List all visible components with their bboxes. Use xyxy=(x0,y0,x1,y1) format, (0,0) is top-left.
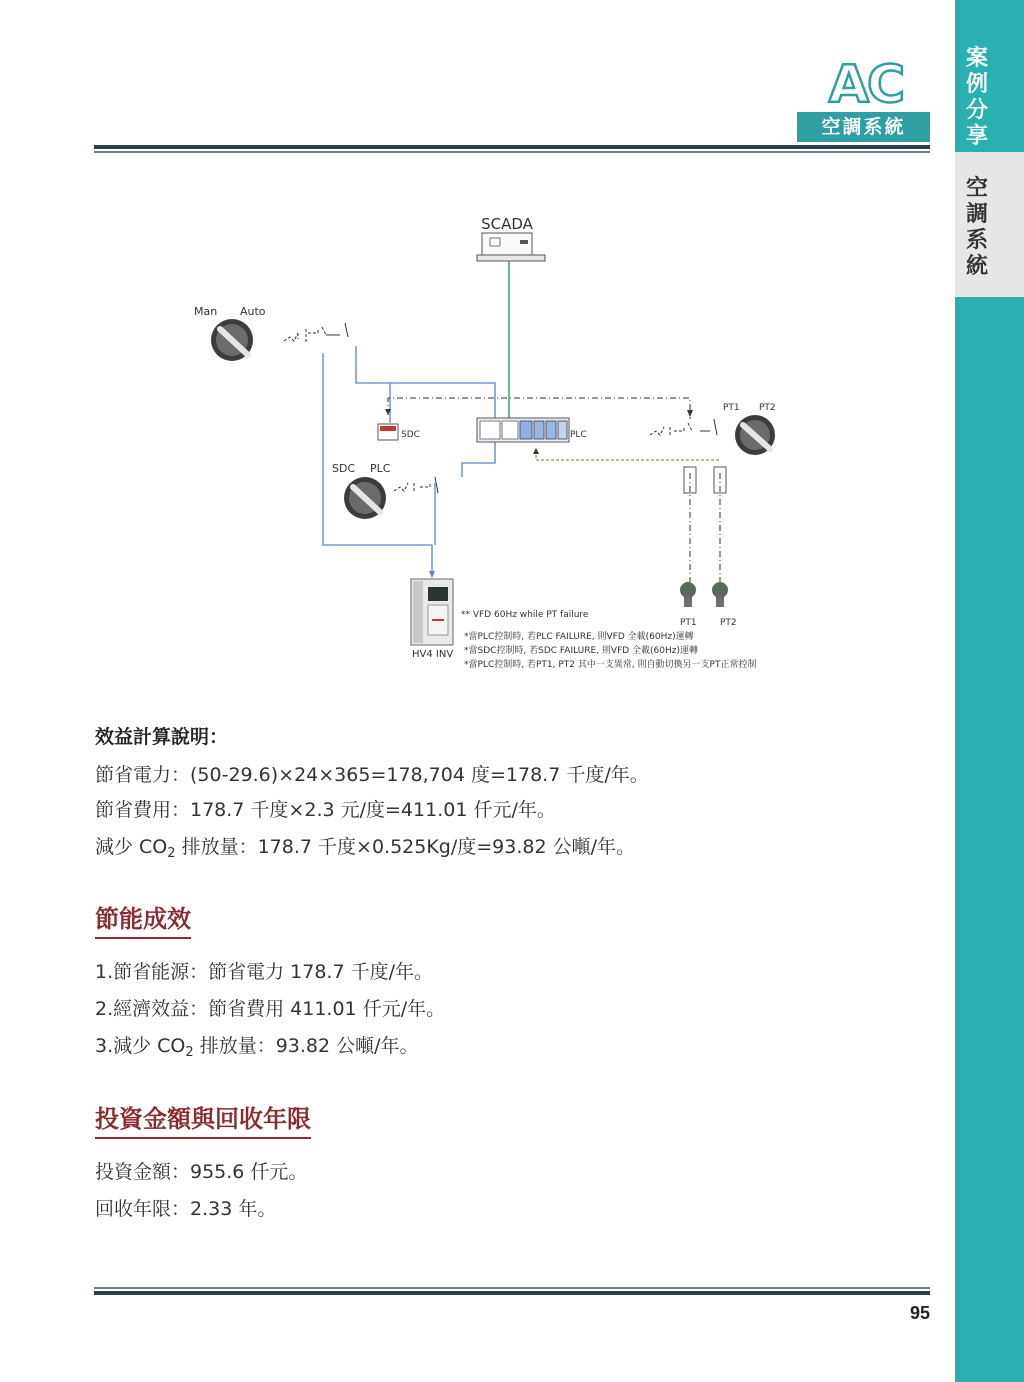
diagram-note-3: *當PLC控制時, 若PT1, PT2 其中一支異常, 則自動切換另一支PT正常控制 xyxy=(464,660,757,670)
pt1-sensor-label: PT1 xyxy=(680,618,697,628)
side-char: 空 xyxy=(965,176,988,201)
calc-line-power: 節省電力：(50-29.6)×24×365=178,704 度=178.7 千度/年。 xyxy=(95,764,649,786)
header-rule xyxy=(94,145,930,153)
inverter-label: HV4 INV xyxy=(412,649,454,660)
side-char: 分 xyxy=(965,98,988,123)
co2-subscript: 2 xyxy=(167,846,176,861)
man-auto-selector-switch-icon xyxy=(211,319,253,361)
feedback-line xyxy=(388,398,690,419)
side-tab-ac-label xyxy=(962,176,992,280)
control-diagram xyxy=(180,205,840,685)
result-item-economy: 2.經濟效益：節省費用 411.01 仟元/年。 xyxy=(95,998,446,1020)
sdc-label: SDC xyxy=(401,430,420,440)
co2-prefix: 3.減少 CO xyxy=(95,1035,186,1057)
plc-switch-label: PLC xyxy=(370,462,391,475)
footer-rule xyxy=(94,1287,930,1295)
pt-signal-line xyxy=(536,450,720,460)
page-number: 95 xyxy=(909,1303,930,1323)
result-item-energy: 1.節省能源：節省電力 178.7 千度/年。 xyxy=(95,961,434,983)
header-band-label: 空調系統 xyxy=(797,112,930,142)
side-tab-case-label xyxy=(962,46,992,150)
sdc-plc-selector-switch-icon xyxy=(344,477,386,519)
calc-line-co2 xyxy=(95,832,635,861)
payback-period: 回收年限：2.33 年。 xyxy=(95,1198,277,1220)
side-char: 統 xyxy=(965,254,988,279)
section-title-investment: 投資金額與回收年限 xyxy=(95,1099,311,1139)
co2-suffix: 排放量：178.7 千度×0.525Kg/度=93.82 公噸/年。 xyxy=(175,836,636,858)
result-item-co2 xyxy=(95,1031,419,1060)
side-char: 案 xyxy=(965,46,988,71)
side-char: 例 xyxy=(965,72,988,97)
plc-label: PLC xyxy=(570,430,587,440)
plc-rack-icon xyxy=(477,418,569,442)
sdc-controller-icon xyxy=(378,424,398,440)
side-char: 系 xyxy=(965,228,988,253)
pt1-transmitter-icon xyxy=(680,582,696,607)
pt2-switch-label: PT2 xyxy=(759,403,776,413)
investment-amount: 投資金額：955.6 仟元。 xyxy=(95,1161,308,1183)
calc-line-cost: 節省費用：178.7 千度×2.3 元/度=411.01 仟元/年。 xyxy=(95,799,556,821)
diagram-note-failure: ** VFD 60Hz while PT failure xyxy=(461,610,589,620)
scada-label: SCADA xyxy=(481,215,533,233)
calc-title: 效益計算說明： xyxy=(95,726,229,748)
man-label: Man xyxy=(194,305,218,318)
side-char: 調 xyxy=(965,202,988,227)
vfd-inverter-icon xyxy=(411,579,453,645)
pt2-transmitter-icon xyxy=(712,582,728,607)
co2-suffix: 排放量：93.82 公噸/年。 xyxy=(193,1035,419,1057)
diagram-note-1: *當PLC控制時, 若PLC FAILURE, 則VFD 全載(60Hz)運轉 xyxy=(464,632,694,642)
pt1-switch-label: PT1 xyxy=(723,403,740,413)
scada-computer-icon xyxy=(477,233,545,261)
co2-subscript: 2 xyxy=(185,1045,194,1060)
co2-prefix: 減少 CO xyxy=(95,836,168,858)
auto-label: Auto xyxy=(240,305,266,318)
ac-logo-text: AC xyxy=(828,58,904,110)
ac-logo xyxy=(806,58,926,110)
section-title-results: 節能成效 xyxy=(95,899,191,939)
pt2-sensor-label: PT2 xyxy=(720,618,737,628)
control-wiring xyxy=(323,346,495,575)
diagram-note-2: *當SDC控制時, 若SDC FAILURE, 則VFD 全載(60Hz)運轉 xyxy=(464,646,699,656)
side-char: 享 xyxy=(965,124,988,149)
pt-selector-switch-icon xyxy=(735,415,775,455)
sdc-switch-label: SDC xyxy=(332,462,356,475)
